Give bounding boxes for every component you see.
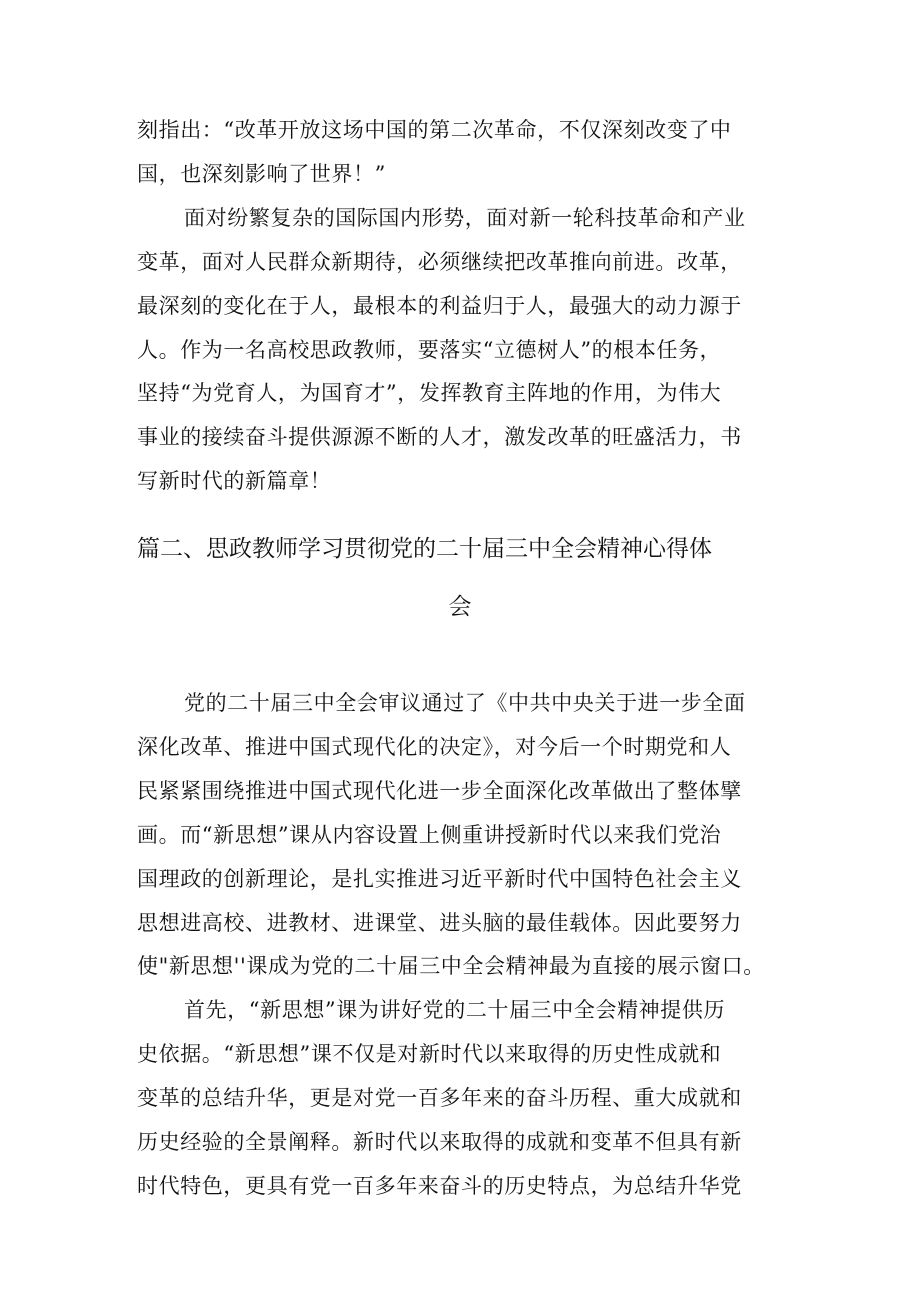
paragraph-line: 史依据。“新思想”课不仅是对新时代以来取得的历史性成就和	[137, 1042, 722, 1066]
paragraph-line: 变革的总结升华，更是对党一百多年来的奋斗历程、重大成就和	[137, 1086, 742, 1110]
paragraph-line: 党的二十届三中全会审议通过了《中共中央关于进一步全面	[184, 691, 746, 715]
paragraph-line: 历史经验的全景阐释。新时代以来取得的成就和变革不但具有新	[137, 1130, 742, 1154]
paragraph-line: 使"新思想''课成为党的二十届三中全会精神最为直接的展示窗口。	[137, 954, 765, 978]
paragraph-line: 首先，“新思想”课为讲好党的二十届三中全会精神提供历	[184, 998, 726, 1022]
paragraph-line: 国理政的创新理论，是扎实推进习近平新时代中国特色社会主义	[137, 867, 742, 891]
paragraph-line: 变革，面对人民群众新期待，必须继续把改革推向前进。改革，	[137, 250, 742, 274]
paragraph-line: 刻指出：“改革开放这场中国的第二次革命，不仅深刻改变了中	[137, 118, 732, 142]
paragraph-line: 画。而“新思想”课从内容设置上侧重讲授新时代以来我们党治	[137, 823, 722, 847]
paragraph-line: 民紧紧围绕推进中国式现代化进一步全面深化改革做出了整体擘	[137, 779, 742, 803]
paragraph-line: 写新时代的新篇章！	[137, 469, 332, 493]
section-heading: 篇二、思政教师学习贯彻党的二十届三中全会精神心得体	[137, 536, 712, 562]
paragraph-line: 最深刻的变化在于人，最根本的利益归于人，最强大的动力源于	[137, 294, 742, 318]
paragraph-line: 思想进高校、进教材、进课堂、进头脑的最佳载体。因此要努力	[137, 911, 742, 935]
paragraph-line: 国，也深刻影响了世界！”	[137, 162, 386, 186]
paragraph-line: 时代特色，更具有党一百多年来奋斗的历史特点，为总结升华党	[137, 1174, 742, 1198]
paragraph-line: 面对纷繁复杂的国际国内形势，面对新一轮科技革命和产业	[184, 206, 746, 230]
paragraph-line: 坚持“为党育人，为国育才”，发挥教育主阵地的作用，为伟大	[137, 381, 722, 405]
section-heading-continued: 会	[448, 594, 472, 620]
paragraph-line: 人。作为一名高校思政教师，要落实“立德树人”的根本任务，	[137, 338, 722, 362]
paragraph-line: 事业的接续奋斗提供源源不断的人才，激发改革的旺盛活力，书	[137, 425, 742, 449]
paragraph-line: 深化改革、推进中国式现代化的决定》，对今后一个时期党和人	[137, 735, 732, 759]
